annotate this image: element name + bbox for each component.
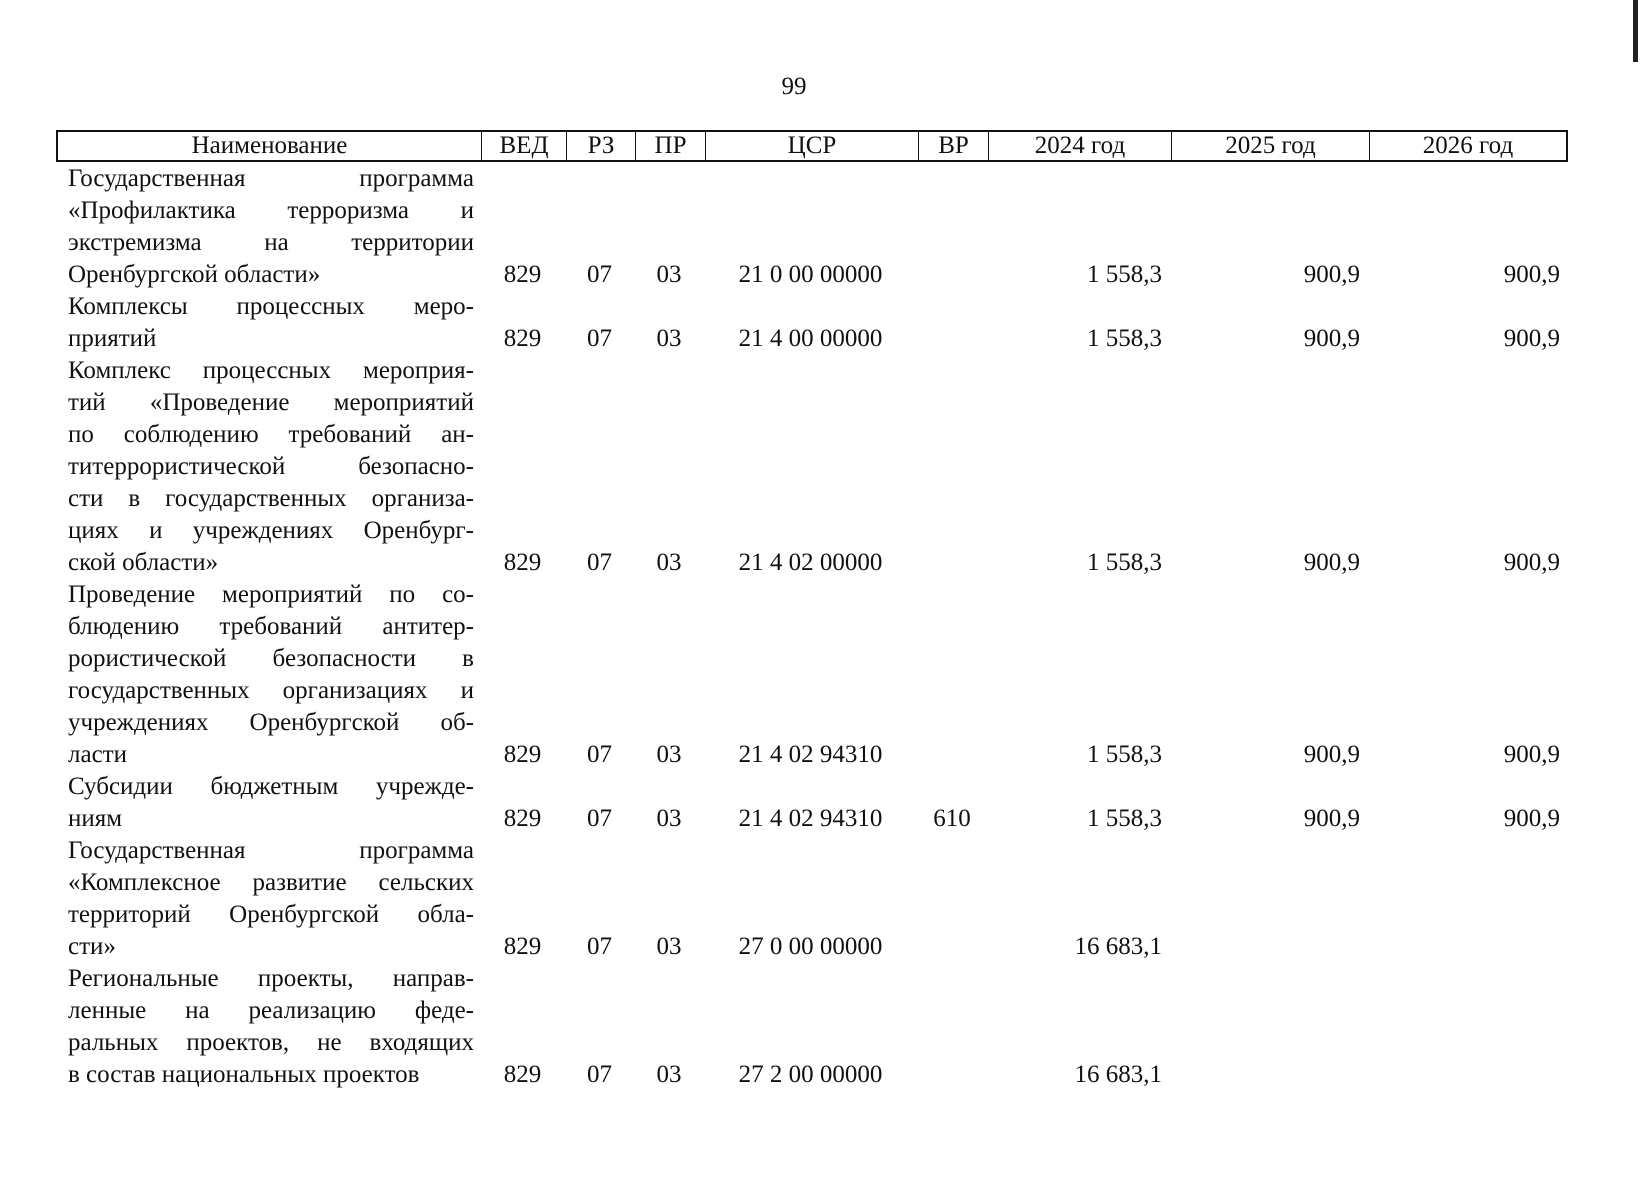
header-2026: 2026 год bbox=[1422, 132, 1514, 159]
name-line: титеррористической безопасно- bbox=[68, 453, 474, 480]
name-line: ласти bbox=[68, 741, 127, 768]
header-name: Наименование bbox=[58, 132, 482, 160]
pr-cell: 03 bbox=[656, 325, 682, 352]
amount-2025-cell: 900,9 bbox=[1303, 261, 1360, 288]
name-line: Государственная программа bbox=[68, 165, 474, 192]
header-pr: ПР bbox=[636, 132, 706, 160]
table-row bbox=[56, 963, 1568, 1091]
name-line: ральных проектов, не входящих bbox=[68, 1029, 474, 1056]
name-cell bbox=[56, 963, 480, 1091]
table-row bbox=[56, 579, 1568, 771]
header-2024: 2024 год bbox=[989, 132, 1172, 160]
name-line: сти» bbox=[68, 933, 116, 960]
pr-cell: 03 bbox=[656, 549, 682, 576]
amount-2024-cell: 1 558,3 bbox=[1087, 805, 1162, 832]
name-line: «Профилактика терроризма и bbox=[68, 197, 474, 224]
name-line: Региональные проекты, направ- bbox=[68, 965, 474, 992]
ved-cell: 829 bbox=[503, 325, 542, 352]
name-cell bbox=[56, 835, 480, 963]
name-line: ской области» bbox=[68, 549, 219, 576]
name-cell bbox=[56, 291, 480, 355]
csr-cell: 21 4 02 00000 bbox=[738, 549, 883, 576]
amount-2026-cell: 900,9 bbox=[1503, 805, 1560, 832]
name-line: территорий Оренбургской обла- bbox=[68, 901, 474, 928]
name-line: ленные на реализацию феде- bbox=[68, 997, 474, 1024]
name-line: Оренбургской области» bbox=[68, 261, 321, 288]
ved-cell: 829 bbox=[503, 933, 542, 960]
table-header bbox=[56, 130, 1568, 162]
name-line: циях и учреждениях Оренбург- bbox=[68, 517, 474, 544]
name-line: экстремизма на территории bbox=[68, 229, 474, 256]
name-line: учреждениях Оренбургской об- bbox=[68, 709, 474, 736]
name-line: Комплексы процессных меро- bbox=[68, 293, 474, 320]
table-row bbox=[56, 355, 1568, 579]
table-row bbox=[56, 835, 1568, 963]
amount-2025-cell: 900,9 bbox=[1303, 805, 1360, 832]
rz-cell: 07 bbox=[587, 933, 612, 960]
ved-cell: 829 bbox=[503, 805, 542, 832]
ved-cell: 829 bbox=[503, 261, 542, 288]
table-body bbox=[56, 163, 1568, 1091]
csr-cell: 21 0 00 00000 bbox=[738, 261, 883, 288]
page-number: 99 bbox=[781, 73, 807, 100]
name-cell bbox=[56, 579, 480, 771]
name-line: приятий bbox=[68, 325, 157, 352]
csr-cell: 27 2 00 00000 bbox=[738, 1061, 883, 1088]
amount-2024-cell: 1 558,3 bbox=[1087, 325, 1162, 352]
name-line: Субсидии бюджетным учрежде- bbox=[68, 773, 474, 800]
amount-2024-cell: 16 683,1 bbox=[1074, 1061, 1162, 1088]
name-cell bbox=[56, 163, 480, 291]
rz-cell: 07 bbox=[587, 741, 612, 768]
amount-2026-cell: 900,9 bbox=[1503, 261, 1560, 288]
table-row bbox=[56, 771, 1568, 835]
name-cell bbox=[56, 771, 480, 835]
amount-2024-cell: 1 558,3 bbox=[1087, 261, 1162, 288]
csr-cell: 27 0 00 00000 bbox=[738, 933, 883, 960]
amount-2025-cell: 900,9 bbox=[1303, 549, 1360, 576]
pr-cell: 03 bbox=[656, 1061, 682, 1088]
name-line: по соблюдению требований ан- bbox=[68, 421, 474, 448]
vr-cell: 610 bbox=[933, 805, 971, 832]
name-cell bbox=[56, 355, 480, 579]
csr-cell: 21 4 00 00000 bbox=[738, 325, 883, 352]
name-line: в состав национальных проектов bbox=[68, 1061, 420, 1088]
name-line: сти в государственных организа- bbox=[68, 485, 474, 512]
csr-cell: 21 4 02 94310 bbox=[738, 805, 883, 832]
amount-2026-cell: 900,9 bbox=[1503, 325, 1560, 352]
table-row bbox=[56, 291, 1568, 355]
ved-cell: 829 bbox=[503, 741, 542, 768]
header-vr: ВР bbox=[919, 132, 989, 160]
csr-cell: 21 4 02 94310 bbox=[738, 741, 883, 768]
table-row bbox=[56, 163, 1568, 291]
amount-2024-cell: 1 558,3 bbox=[1087, 741, 1162, 768]
name-line: Государственная программа bbox=[68, 837, 474, 864]
amount-2026-cell: 900,9 bbox=[1503, 549, 1560, 576]
amount-2025-cell: 900,9 bbox=[1303, 741, 1360, 768]
rz-cell: 07 bbox=[587, 325, 612, 352]
header-ved: ВЕД bbox=[482, 132, 567, 160]
name-line: государственных организациях и bbox=[68, 677, 474, 704]
header-rz: РЗ bbox=[567, 132, 636, 160]
rz-cell: 07 bbox=[587, 805, 612, 832]
header-csr: ЦСР bbox=[706, 132, 919, 160]
pr-cell: 03 bbox=[656, 805, 682, 832]
amount-2025-cell: 900,9 bbox=[1303, 325, 1360, 352]
header-2025: 2025 год bbox=[1172, 132, 1370, 160]
ved-cell: 829 bbox=[503, 549, 542, 576]
pr-cell: 03 bbox=[656, 261, 682, 288]
scan-edge-mark bbox=[1633, 0, 1638, 62]
pr-cell: 03 bbox=[656, 741, 682, 768]
rz-cell: 07 bbox=[587, 1061, 612, 1088]
ved-cell: 829 bbox=[503, 1061, 542, 1088]
pr-cell: 03 bbox=[656, 933, 682, 960]
name-line: ниям bbox=[68, 805, 123, 832]
name-line: блюдению требований антитер- bbox=[68, 613, 474, 640]
name-line: Проведение мероприятий по со- bbox=[68, 581, 474, 608]
amount-2026-cell: 900,9 bbox=[1503, 741, 1560, 768]
name-line: рористической безопасности в bbox=[68, 645, 474, 672]
amount-2024-cell: 1 558,3 bbox=[1087, 549, 1162, 576]
name-line: тий «Проведение мероприятий bbox=[68, 389, 474, 416]
rz-cell: 07 bbox=[587, 261, 612, 288]
name-line: «Комплексное развитие сельских bbox=[68, 869, 474, 896]
amount-2024-cell: 16 683,1 bbox=[1074, 933, 1162, 960]
name-line: Комплекс процессных мероприя- bbox=[68, 357, 474, 384]
rz-cell: 07 bbox=[587, 549, 612, 576]
